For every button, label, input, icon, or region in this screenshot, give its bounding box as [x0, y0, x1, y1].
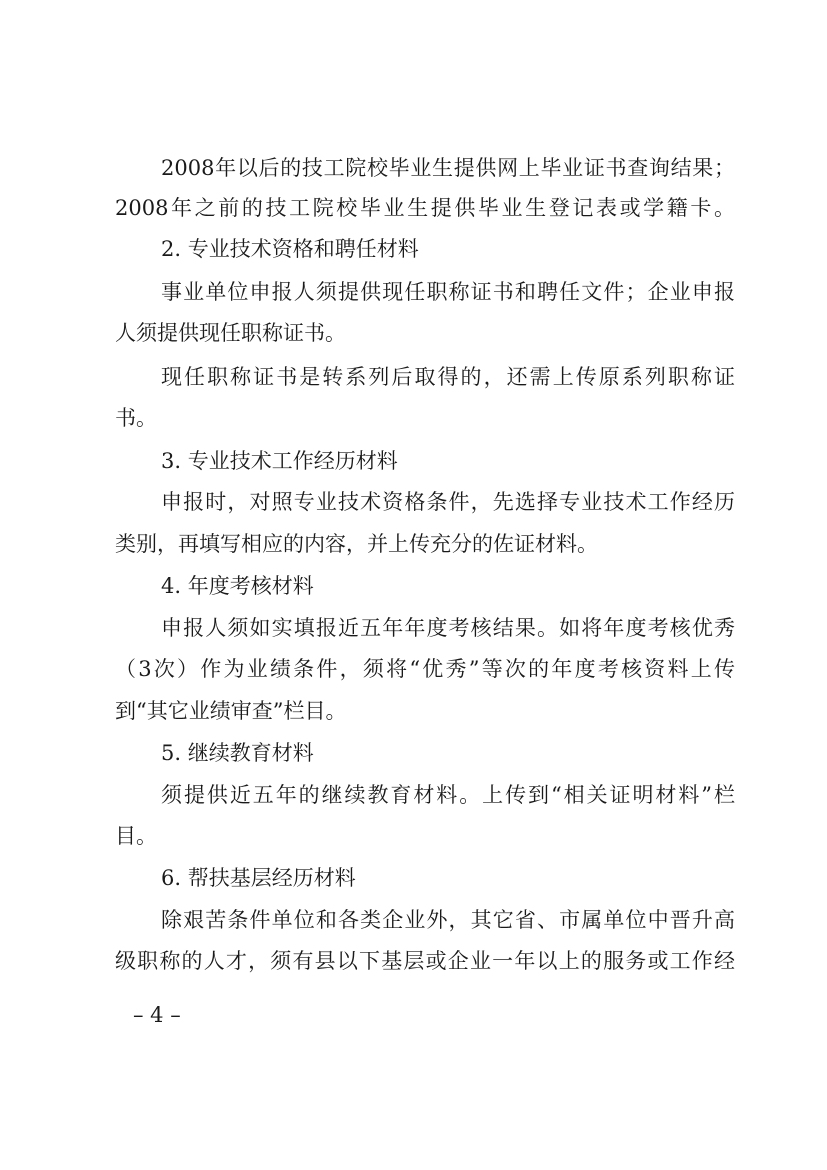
paragraph-line: 事业单位申报人须提供现任职称证书和聘任文件；企业申报 [161, 280, 735, 304]
paragraph-line: 级职称的人才，须有县以下基层或企业一年以上的服务或工作经 [115, 949, 735, 973]
paragraph-line: 现任职称证书是转系列后取得的，还需上传原系列职称证 [161, 365, 735, 389]
section-heading: 5. 继续教育材料 [161, 741, 314, 765]
paragraph-line: 类别，再填写相应的内容，并上传充分的佐证材料。 [115, 532, 598, 556]
paragraph-line: 到“其它业绩审查”栏目。 [115, 699, 347, 723]
paragraph-line: （3次）作为业绩条件，须将“优秀”等次的年度考核资料上传 [115, 657, 735, 681]
paragraph-line: 2008年之前的技工院校毕业生提供毕业生登记表或学籍卡。 [115, 196, 735, 220]
section-heading: 4. 年度考核材料 [161, 574, 314, 598]
section-heading: 3. 专业技术工作经历材料 [161, 449, 398, 473]
section-heading: 6. 帮扶基层经历材料 [161, 866, 356, 890]
paragraph-line: 2008年以后的技工院校毕业生提供网上毕业证书查询结果； [161, 156, 735, 180]
paragraph-line: 申报时，对照专业技术资格条件，先选择专业技术工作经历 [161, 490, 735, 514]
page-number: – 4 – [133, 1003, 181, 1027]
paragraph-line: 除艰苦条件单位和各类企业外，其它省、市属单位中晋升高 [161, 908, 735, 932]
paragraph-line: 须提供近五年的继续教育材料。上传到“相关证明材料”栏 [161, 783, 735, 807]
paragraph-line: 人须提供现任职称证书。 [115, 321, 346, 345]
paragraph-line: 申报人须如实填报近五年年度考核结果。如将年度考核优秀 [161, 616, 735, 640]
paragraph-line: 目。 [115, 824, 157, 848]
paragraph-line: 书。 [115, 406, 157, 430]
section-heading: 2. 专业技术资格和聘任材料 [161, 237, 419, 261]
